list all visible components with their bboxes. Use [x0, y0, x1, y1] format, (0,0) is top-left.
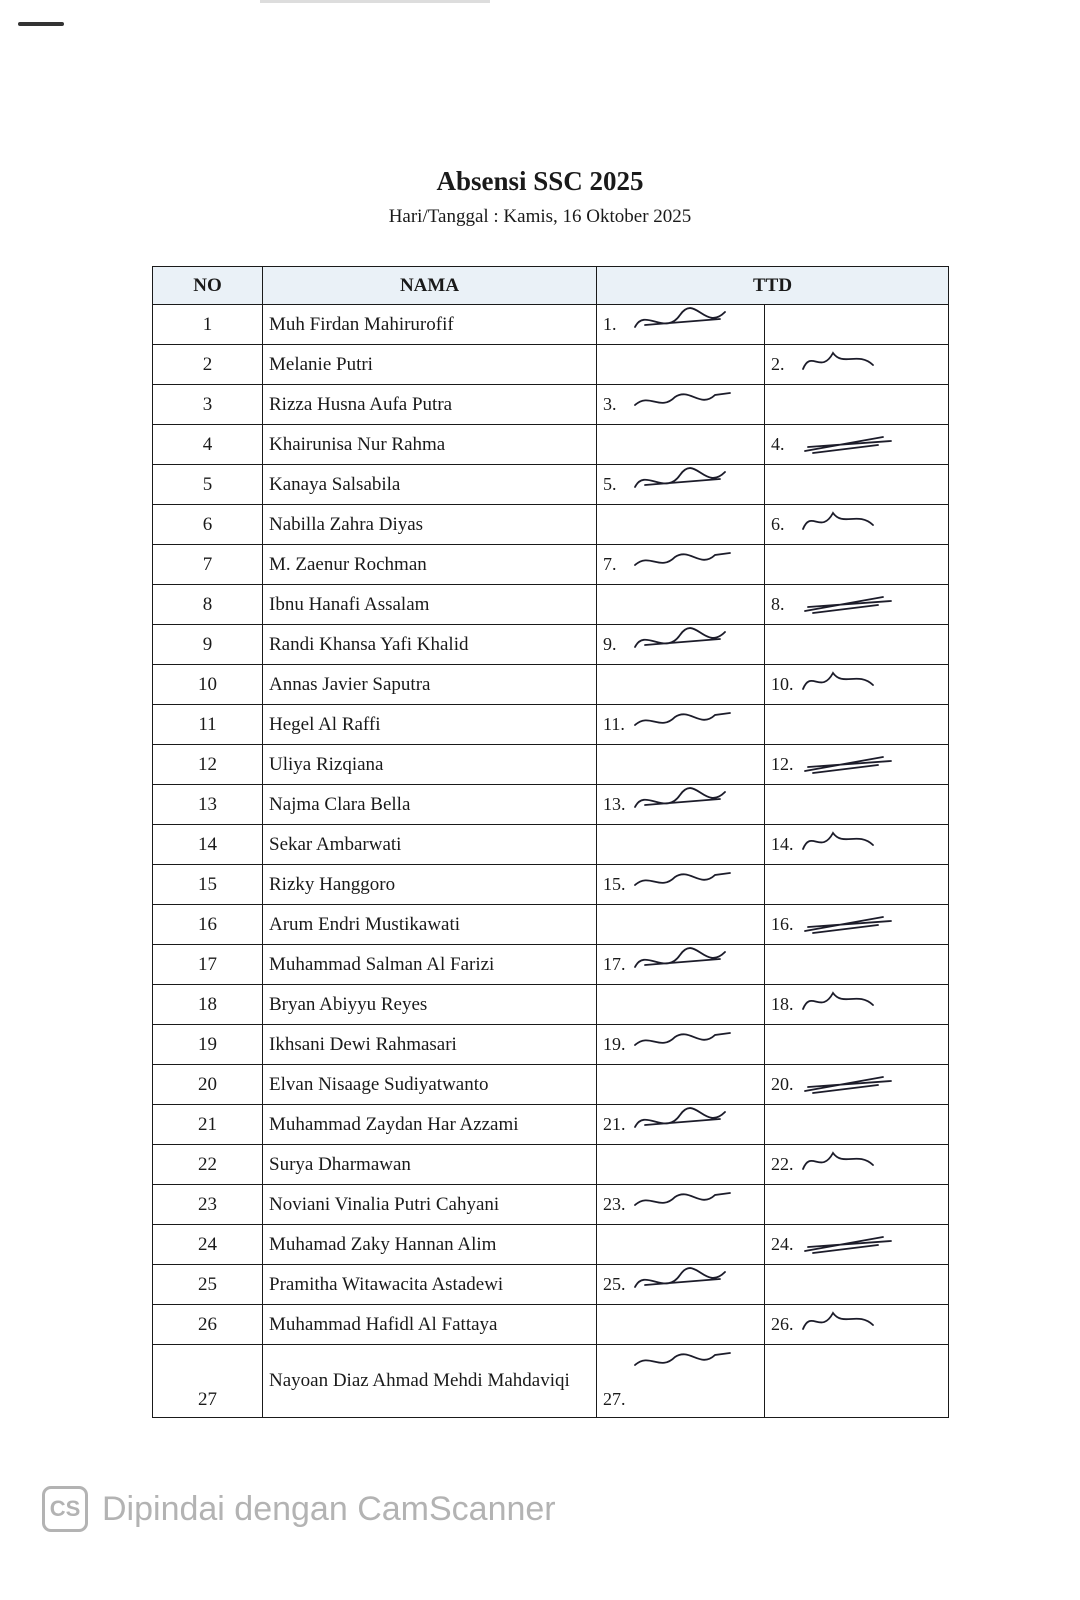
- signature-number: 14.: [771, 833, 794, 854]
- row-number: 5: [153, 465, 263, 505]
- signature-number: 25.: [603, 1273, 626, 1294]
- signature-number: 12.: [771, 753, 794, 774]
- row-number: 3: [153, 385, 263, 425]
- table-row: [153, 665, 949, 705]
- row-number: 13: [153, 785, 263, 825]
- table-row: [153, 945, 949, 985]
- handwritten-signature: [803, 507, 903, 539]
- table-row: [153, 305, 949, 345]
- table-row: [153, 545, 949, 585]
- row-number: 19: [153, 1025, 263, 1065]
- table-row: [153, 865, 949, 905]
- signature-cell-right: [765, 985, 949, 1025]
- signature-cell-left: [597, 665, 765, 705]
- signature-number: 27.: [603, 1389, 626, 1409]
- participant-name: Arum Endri Mustikawati: [263, 905, 597, 945]
- signature-number: 8.: [771, 593, 785, 614]
- signature-number: 22.: [771, 1153, 794, 1174]
- handwritten-signature: [635, 1187, 735, 1219]
- signature-cell-right: [765, 1065, 949, 1105]
- handwritten-signature: [803, 427, 903, 459]
- row-number: 12: [153, 745, 263, 785]
- signature-number: 24.: [771, 1233, 794, 1254]
- table-row: [153, 745, 949, 785]
- signature-number: 20.: [771, 1073, 794, 1094]
- column-header-no: NO: [153, 267, 263, 305]
- signature-cell-right: [765, 825, 949, 865]
- column-header-nama: NAMA: [263, 267, 597, 305]
- handwritten-signature: [635, 387, 735, 419]
- signature-cell-left: [597, 625, 765, 665]
- table-row: [153, 1225, 949, 1265]
- table-row: [153, 585, 949, 625]
- signature-cell-left: [597, 385, 765, 425]
- table-row: [153, 385, 949, 425]
- handwritten-signature: [803, 747, 903, 779]
- signature-number: 26.: [771, 1313, 794, 1334]
- table-row: [153, 465, 949, 505]
- handwritten-signature: [635, 1347, 735, 1379]
- table-row: [153, 1065, 949, 1105]
- participant-name: Hegel Al Raffi: [263, 705, 597, 745]
- handwritten-signature: [635, 1027, 735, 1059]
- signature-cell-right: [765, 625, 949, 665]
- signature-cell-left: [597, 1105, 765, 1145]
- signature-cell-left: [597, 305, 765, 345]
- scanner-watermark: [42, 1486, 556, 1532]
- signature-cell-left: [597, 1225, 765, 1265]
- signature-cell-left: [597, 1185, 765, 1225]
- participant-name: Ikhsani Dewi Rahmasari: [263, 1025, 597, 1065]
- row-number: 9: [153, 625, 263, 665]
- row-number: 24: [153, 1225, 263, 1265]
- signature-number: 15.: [603, 873, 626, 894]
- row-number: 15: [153, 865, 263, 905]
- signature-cell-right: [765, 865, 949, 905]
- handwritten-signature: [803, 907, 903, 939]
- handwritten-signature: [635, 947, 735, 979]
- signature-cell-left: [597, 585, 765, 625]
- signature-number: 3.: [603, 393, 617, 414]
- signature-number: 10.: [771, 673, 794, 694]
- table-row: [153, 1265, 949, 1305]
- signature-cell-right: [765, 585, 949, 625]
- signature-cell-right: [765, 1305, 949, 1345]
- signature-cell-right: [765, 305, 949, 345]
- row-number: 21: [153, 1105, 263, 1145]
- signature-cell-left: [597, 825, 765, 865]
- signature-cell-right: [765, 945, 949, 985]
- handwritten-signature: [803, 347, 903, 379]
- handwritten-signature: [803, 667, 903, 699]
- participant-name: Muhammad Zaydan Har Azzami: [263, 1105, 597, 1145]
- handwritten-signature: [803, 1307, 903, 1339]
- row-number: 23: [153, 1185, 263, 1225]
- signature-cell-right: [765, 505, 949, 545]
- participant-name: Rizky Hanggoro: [263, 865, 597, 905]
- participant-name: Nayoan Diaz Ahmad Mehdi Mahdaviqi: [263, 1345, 597, 1418]
- signature-number: 1.: [603, 313, 617, 334]
- signature-number: 6.: [771, 513, 785, 534]
- participant-name: Melanie Putri: [263, 345, 597, 385]
- signature-cell-right: [765, 1345, 949, 1418]
- signature-cell-right: [765, 1225, 949, 1265]
- participant-name: Rizza Husna Aufa Putra: [263, 385, 597, 425]
- handwritten-signature: [635, 307, 735, 339]
- row-number: 26: [153, 1305, 263, 1345]
- participant-name: Khairunisa Nur Rahma: [263, 425, 597, 465]
- signature-number: 23.: [603, 1193, 626, 1214]
- signature-cell-right: [765, 1185, 949, 1225]
- signature-cell-left: [597, 945, 765, 985]
- handwritten-signature: [803, 1067, 903, 1099]
- row-number: 7: [153, 545, 263, 585]
- signature-number: 4.: [771, 433, 785, 454]
- signature-cell-right: [765, 1105, 949, 1145]
- participant-name: Najma Clara Bella: [263, 785, 597, 825]
- row-number: 17: [153, 945, 263, 985]
- watermark-text: Dipindai dengan CamScanner: [102, 1489, 556, 1528]
- signature-cell-right: [765, 425, 949, 465]
- participant-name: Kanaya Salsabila: [263, 465, 597, 505]
- handwritten-signature: [635, 787, 735, 819]
- signature-cell-left: [597, 425, 765, 465]
- participant-name: Elvan Nisaage Sudiyatwanto: [263, 1065, 597, 1105]
- table-row: [153, 825, 949, 865]
- handwritten-signature: [635, 867, 735, 899]
- table-row: [153, 1305, 949, 1345]
- row-number: 20: [153, 1065, 263, 1105]
- camscanner-logo: CS: [42, 1486, 88, 1532]
- signature-number: 11.: [603, 713, 625, 734]
- handwritten-signature: [803, 1147, 903, 1179]
- signature-cell-left: [597, 1265, 765, 1305]
- signature-cell-left: [597, 345, 765, 385]
- row-number: 6: [153, 505, 263, 545]
- signature-cell-left: [597, 705, 765, 745]
- table-row: [153, 705, 949, 745]
- participant-name: Annas Javier Saputra: [263, 665, 597, 705]
- signature-cell-left: [597, 745, 765, 785]
- signature-cell-right: [765, 545, 949, 585]
- signature-number: 2.: [771, 353, 785, 374]
- signature-number: 19.: [603, 1033, 626, 1054]
- signature-cell-left: [597, 465, 765, 505]
- signature-cell-right: [765, 1265, 949, 1305]
- signature-cell-right: [765, 665, 949, 705]
- row-number: 25: [153, 1265, 263, 1305]
- document-subtitle: Hari/Tanggal : Kamis, 16 Oktober 2025: [388, 206, 692, 227]
- row-number: 4: [153, 425, 263, 465]
- participant-name: Randi Khansa Yafi Khalid: [263, 625, 597, 665]
- table-row: [153, 905, 949, 945]
- participant-name: Sekar Ambarwati: [263, 825, 597, 865]
- table-row: [153, 785, 949, 825]
- row-number: 16: [153, 905, 263, 945]
- signature-number: 7.: [603, 553, 617, 574]
- signature-number: 16.: [771, 913, 794, 934]
- handwritten-signature: [803, 827, 903, 859]
- handwritten-signature: [635, 627, 735, 659]
- row-number: 2: [153, 345, 263, 385]
- handwritten-signature: [635, 467, 735, 499]
- column-header-ttd: TTD: [597, 267, 949, 305]
- handwritten-signature: [803, 987, 903, 1019]
- participant-name: Muhammad Salman Al Farizi: [263, 945, 597, 985]
- row-number: 14: [153, 825, 263, 865]
- table-row: [153, 625, 949, 665]
- signature-cell-left: [597, 785, 765, 825]
- signature-cell-left: [597, 1345, 765, 1418]
- table-row: [153, 1145, 949, 1185]
- participant-name: Nabilla Zahra Diyas: [263, 505, 597, 545]
- participant-name: Bryan Abiyyu Reyes: [263, 985, 597, 1025]
- table-row: [153, 1025, 949, 1065]
- signature-number: 18.: [771, 993, 794, 1014]
- handwritten-signature: [635, 707, 735, 739]
- signature-number: 21.: [603, 1113, 626, 1134]
- signature-cell-right: [765, 905, 949, 945]
- signature-number: 17.: [603, 953, 626, 974]
- signature-cell-right: [765, 1145, 949, 1185]
- signature-cell-right: [765, 745, 949, 785]
- participant-name: Surya Dharmawan: [263, 1145, 597, 1185]
- handwritten-signature: [635, 1267, 735, 1299]
- signature-cell-left: [597, 985, 765, 1025]
- handwritten-signature: [635, 547, 735, 579]
- row-number: 18: [153, 985, 263, 1025]
- signature-cell-left: [597, 505, 765, 545]
- signature-number: 5.: [603, 473, 617, 494]
- signature-cell-left: [597, 1145, 765, 1185]
- table-row: [153, 345, 949, 385]
- table-row: [153, 1185, 949, 1225]
- table-row: [153, 1105, 949, 1145]
- signature-cell-left: [597, 545, 765, 585]
- signature-cell-right: [765, 345, 949, 385]
- handwritten-signature: [803, 587, 903, 619]
- signature-cell-left: [597, 865, 765, 905]
- handwritten-signature: [803, 1227, 903, 1259]
- table-row: [153, 425, 949, 465]
- signature-cell-left: [597, 1065, 765, 1105]
- participant-name: Muh Firdan Mahirurofif: [263, 305, 597, 345]
- row-number: 8: [153, 585, 263, 625]
- participant-name: Uliya Rizqiana: [263, 745, 597, 785]
- signature-cell-right: [765, 385, 949, 425]
- signature-cell-left: [597, 905, 765, 945]
- signature-cell-right: [765, 705, 949, 745]
- participant-name: Muhamad Zaky Hannan Alim: [263, 1225, 597, 1265]
- signature-number: 9.: [603, 633, 617, 654]
- table-row: [153, 985, 949, 1025]
- participant-name: M. Zaenur Rochman: [263, 545, 597, 585]
- row-number: 27: [153, 1345, 263, 1418]
- row-number: 10: [153, 665, 263, 705]
- table-body: [153, 305, 949, 1418]
- participant-name: Ibnu Hanafi Assalam: [263, 585, 597, 625]
- signature-cell-right: [765, 785, 949, 825]
- participant-name: Noviani Vinalia Putri Cahyani: [263, 1185, 597, 1225]
- corner-scan-mark: [18, 22, 64, 26]
- table-row: [153, 505, 949, 545]
- participant-name: Pramitha Witawacita Astadewi: [263, 1265, 597, 1305]
- participant-name: Muhammad Hafidl Al Fattaya: [263, 1305, 597, 1345]
- document-title: Absensi SSC 2025: [436, 166, 644, 196]
- signature-cell-left: [597, 1305, 765, 1345]
- signature-cell-right: [765, 465, 949, 505]
- signature-number: 13.: [603, 793, 626, 814]
- scan-smudge: [260, 0, 490, 3]
- row-number: 1: [153, 305, 263, 345]
- signature-cell-left: [597, 1025, 765, 1065]
- table-header-row: [153, 267, 949, 305]
- table-row: [153, 1345, 949, 1418]
- row-number: 11: [153, 705, 263, 745]
- handwritten-signature: [635, 1107, 735, 1139]
- signature-cell-right: [765, 1025, 949, 1065]
- row-number: 22: [153, 1145, 263, 1185]
- attendance-table: [152, 266, 949, 1418]
